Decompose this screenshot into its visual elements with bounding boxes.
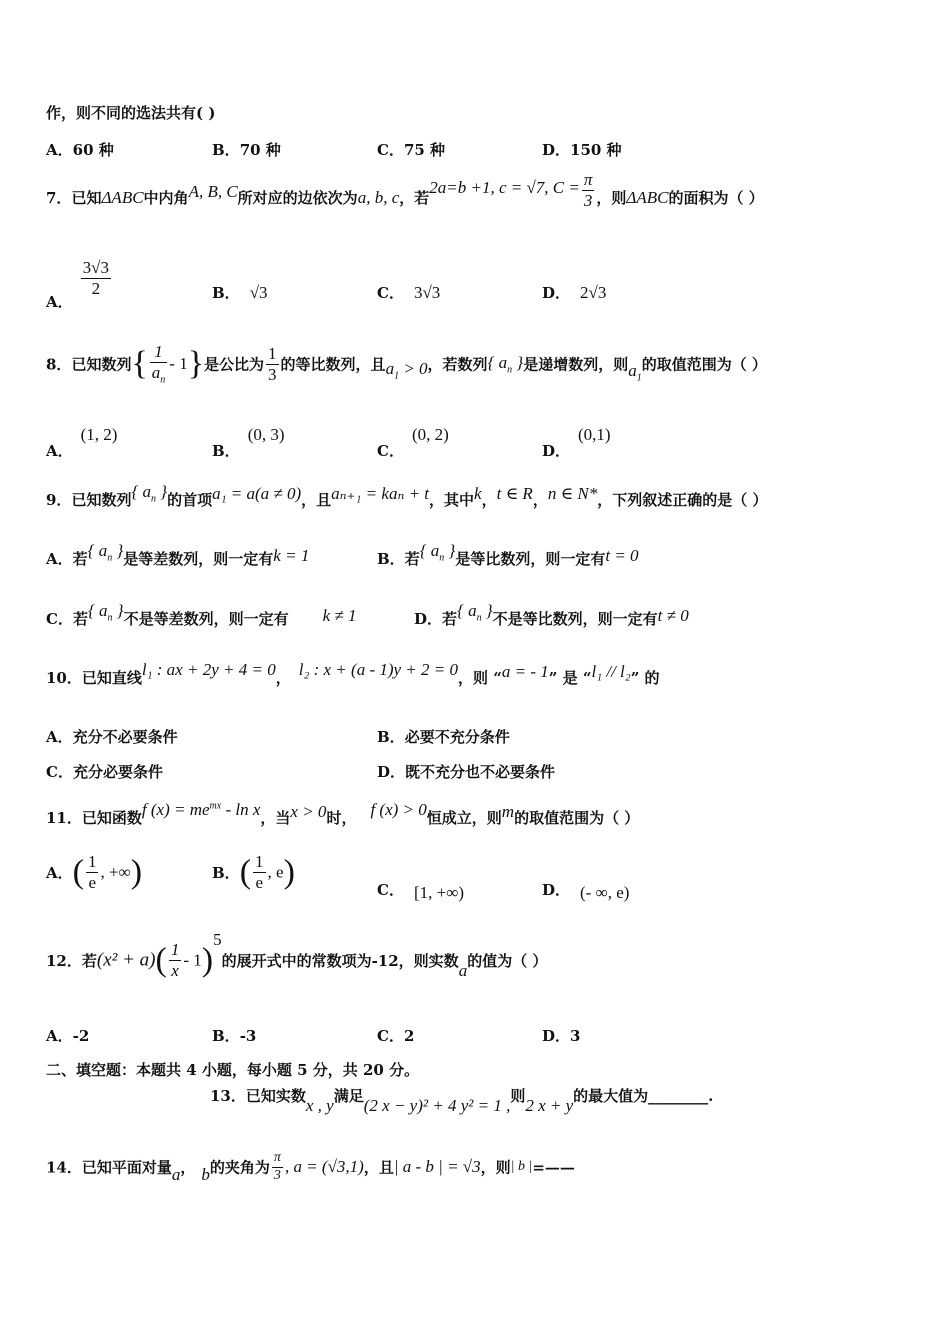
q9-option-a[interactable]: A．若{ $a_n$ }是等差数列，则一定有k = 1 (46, 541, 310, 568)
section-heading-fill-in: 二、填空题：本题共 4 小题，每小题 5 分，共 20 分。 (46, 1061, 420, 1079)
q10-option-b[interactable]: B．必要不充分条件 (377, 728, 510, 746)
q12-option-a[interactable]: A．-2 (46, 1027, 90, 1045)
q11-stem: 11．已知函数f $(x) = me^{mx} - \ln x$，当x > 0时， f (x) > 0恒成立，则m的取值范围为（ ） (46, 800, 640, 827)
q8-option-c[interactable]: C．(0, 2) (377, 425, 449, 460)
q10-option-d[interactable]: D．既不充分也不必要条件 (377, 763, 556, 781)
q10-option-a[interactable]: A．充分不必要条件 (46, 728, 178, 746)
q7-option-a[interactable]: A． $\frac{3√3}{2}$ (46, 258, 109, 311)
q11-option-a[interactable]: A．( $\frac{1}{e}$ , +∞) (46, 852, 143, 892)
q9-option-d[interactable]: D．若{ $a_n$ }不是等比数列，则一定有t ≠ 0 (414, 601, 689, 628)
q8-stem: 8．已知数列{ $\frac{1}{a_n}$ - 1}是公比为 $\frac{1}{3}$ 的等比数列，且$a_1 > 0$，若数列{ $a_n$ }是递增数列，则$a_1$的取值范围为（ ） (46, 342, 767, 386)
q8-sequence-fraction: $\frac{1}{a_n}$ (151, 342, 166, 386)
q8-option-a[interactable]: A．(1, 2) (46, 425, 118, 460)
q12-stem: 12．若(x² + a)( $\frac{1}{x}$ - 1)$^5$的展开式中的常数项为-12，则实数a的值为（ ） (46, 929, 548, 981)
q11-option-b[interactable]: B．( $\frac{1}{e}$ , e) (212, 852, 295, 892)
q11-option-d[interactable]: D． (- ∞, e) (542, 881, 630, 902)
q14-stem: 14．已知平面对量a， b的夹角为 $\frac{\pi}{3}$ , a = (√3,1)，且| a - b | = √3，则| b |=—— (46, 1150, 575, 1185)
q7-angle-fraction: $\frac{\pi}{3}$ (583, 170, 593, 211)
q12-option-c[interactable]: C．2 (377, 1027, 415, 1045)
q7-option-d[interactable]: D． 2√3 (542, 283, 607, 302)
q9-option-c[interactable]: C．若{ $a_n$ }不是等差数列，则一定有 k ≠ 1 (46, 601, 357, 628)
q6-option-a[interactable]: A．60 种 (46, 141, 114, 159)
q6-option-b[interactable]: B．70 种 (212, 141, 281, 159)
q8-option-d[interactable]: D．(0,1) (542, 425, 611, 460)
q8-option-b[interactable]: B．(0, 3) (212, 425, 285, 460)
q9-stem: 9．已知数列{ $a_n$ }的首项a₁ = a(a ≠ 0)，且aₙ₊₁ = kaₙ + t，其中k，t ∈ R，n ∈ N*，下列叙述正确的是（ ） (46, 482, 768, 509)
q7-option-c[interactable]: C． 3√3 (377, 283, 441, 302)
q7-stem: 7．已知ΔABC中内角A, B, C所对应的边依次为a, b, c，若2a=b +1, c = √7, C = $\frac{\pi}{3}$ ，则ΔABC的面积为（ ） (46, 170, 764, 211)
q9-option-b[interactable]: B．若{ $a_n$ }是等比数列，则一定有t = 0 (377, 541, 639, 568)
q8-ratio-fraction: $\frac{1}{3}$ (268, 343, 277, 384)
q7-option-b[interactable]: B． √3 (212, 283, 268, 302)
q12-option-b[interactable]: B．-3 (212, 1027, 257, 1045)
q13-stem: 13．已知实数x , y满足(2 x − y)² + 4 y² = 1 ,则2 x + y的最大值为________. (210, 1087, 714, 1115)
q12-option-d[interactable]: D．3 (542, 1027, 581, 1045)
q6-option-c[interactable]: C．75 种 (377, 141, 446, 159)
q11-option-c[interactable]: C． [1, +∞) (377, 881, 464, 902)
q10-option-c[interactable]: C．充分必要条件 (46, 763, 163, 781)
q6-stem-tail: 作，则不同的选法共有( ) (46, 104, 216, 122)
q6-option-d[interactable]: D．150 种 (542, 141, 622, 159)
q10-stem: 10．已知直线l₁ : ax + 2y + 4 = 0， l₂ : x + (a - 1)y + 2 = 0，则 “a = - 1” 是 “l₁ // l₂” 的 (46, 660, 660, 687)
